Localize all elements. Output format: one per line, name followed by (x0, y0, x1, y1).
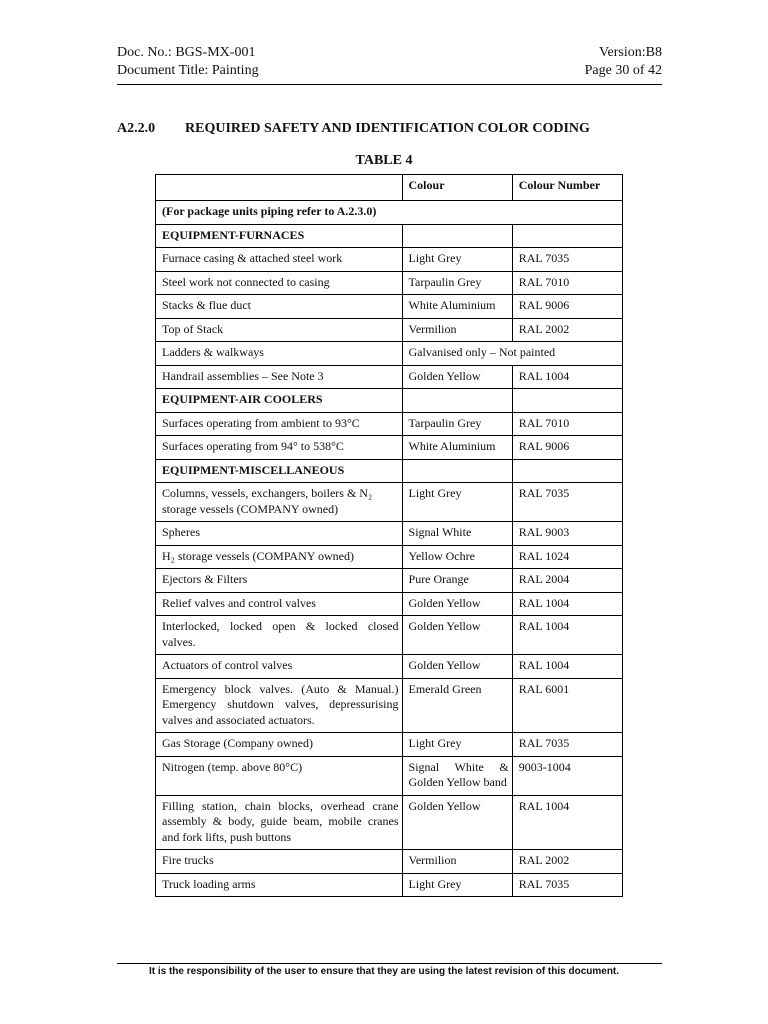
item-cell: Spheres (156, 522, 403, 546)
colour-cell: Golden Yellow (402, 655, 512, 679)
column-header-colour: Colour (402, 175, 512, 201)
item-cell: Columns, vessels, exchangers, boilers & N₂ storage vessels (COMPANY owned) (156, 483, 403, 522)
item-cell: Handrail assemblies – See Note 3 (156, 365, 403, 389)
colour-number-cell: RAL 7035 (512, 873, 622, 897)
table-row (156, 850, 623, 874)
doc-number: Doc. No.: BGS-MX-001 (117, 45, 256, 60)
colour-cell: Golden Yellow (402, 592, 512, 616)
table-row (156, 655, 623, 679)
colour-cell: Vermilion (402, 850, 512, 874)
colour-number-cell: RAL 1004 (512, 655, 622, 679)
colour-cell: Signal White & Golden Yellow band (402, 756, 512, 795)
colour-number-cell: RAL 7035 (512, 733, 622, 757)
item-cell: Furnace casing & attached steel work (156, 248, 403, 272)
table-row (156, 678, 623, 733)
item-cell: Ejectors & Filters (156, 569, 403, 593)
column-header-item (156, 175, 403, 201)
table-row (156, 616, 623, 655)
table-groups (156, 224, 623, 897)
colour-number-cell: RAL 1004 (512, 795, 622, 850)
table-row (156, 248, 623, 272)
table-row (156, 295, 623, 319)
colour-cell: White Aluminium (402, 436, 512, 460)
page-number: Page 30 of 42 (584, 63, 662, 78)
item-cell: Surfaces operating from ambient to 93°C (156, 412, 403, 436)
group-header-row (156, 459, 623, 483)
colour-number-cell: RAL 7035 (512, 483, 622, 522)
colour-number-cell: RAL 1004 (512, 616, 622, 655)
spanning-note-cell: Galvanised only – Not painted (402, 342, 622, 366)
colour-number-cell: RAL 2004 (512, 569, 622, 593)
colour-cell: Light Grey (402, 873, 512, 897)
table-row (156, 271, 623, 295)
colour-cell: Tarpaulin Grey (402, 412, 512, 436)
table-row (156, 756, 623, 795)
column-header-colour-number: Colour Number (512, 175, 622, 201)
table-row (156, 522, 623, 546)
colour-cell: Tarpaulin Grey (402, 271, 512, 295)
table-note-row (156, 201, 623, 225)
section-heading (117, 121, 590, 137)
colour-cell: Emerald Green (402, 678, 512, 733)
item-cell: Steel work not connected to casing (156, 271, 403, 295)
table-row (156, 545, 623, 569)
item-cell: Interlocked, locked open & locked closed valves. (156, 616, 403, 655)
item-cell: Actuators of control valves (156, 655, 403, 679)
color-coding-table (155, 174, 623, 897)
item-cell: Fire trucks (156, 850, 403, 874)
colour-cell: Pure Orange (402, 569, 512, 593)
table-row (156, 412, 623, 436)
package-units-note: (For package units piping refer to A.2.3.0) (156, 201, 623, 225)
table-row (156, 436, 623, 460)
doc-version: Version:B8 (599, 45, 662, 60)
item-cell: Emergency block valves. (Auto & Manual.) Emergency shutdown valves, depressurising valves and associated actuators. (156, 678, 403, 733)
colour-cell: Golden Yellow (402, 365, 512, 389)
table-header-row (156, 175, 623, 201)
colour-number-cell: RAL 9006 (512, 295, 622, 319)
colour-cell: Yellow Ochre (402, 545, 512, 569)
group-header-row (156, 389, 623, 413)
colour-cell: White Aluminium (402, 295, 512, 319)
colour-number-cell: RAL 9006 (512, 436, 622, 460)
empty-cell (402, 459, 512, 483)
item-cell: Truck loading arms (156, 873, 403, 897)
colour-number-cell: RAL 1004 (512, 365, 622, 389)
empty-cell (402, 389, 512, 413)
section-title: REQUIRED SAFETY AND IDENTIFICATION COLOR CODING (185, 121, 590, 136)
empty-cell (402, 224, 512, 248)
colour-number-cell: 9003-1004 (512, 756, 622, 795)
header-left (117, 44, 259, 80)
colour-cell: Signal White (402, 522, 512, 546)
empty-cell (512, 459, 622, 483)
item-cell: Nitrogen (temp. above 80°C) (156, 756, 403, 795)
group-title: EQUIPMENT-AIR COOLERS (156, 389, 403, 413)
table-row (156, 365, 623, 389)
colour-cell: Light Grey (402, 733, 512, 757)
table-row (156, 342, 623, 366)
colour-number-cell: RAL 1024 (512, 545, 622, 569)
table-row (156, 483, 623, 522)
table-caption: TABLE 4 (355, 153, 413, 168)
colour-cell: Golden Yellow (402, 616, 512, 655)
empty-cell (512, 224, 622, 248)
colour-cell: Golden Yellow (402, 795, 512, 850)
colour-cell: Light Grey (402, 248, 512, 272)
table-row (156, 592, 623, 616)
colour-number-cell: RAL 9003 (512, 522, 622, 546)
doc-title: Document Title: Painting (117, 63, 259, 78)
item-cell: Top of Stack (156, 318, 403, 342)
item-cell: Surfaces operating from 94° to 538°C (156, 436, 403, 460)
group-header-row (156, 224, 623, 248)
colour-cell: Light Grey (402, 483, 512, 522)
colour-number-cell: RAL 7010 (512, 271, 622, 295)
colour-number-cell: RAL 2002 (512, 850, 622, 874)
group-title: EQUIPMENT-FURNACES (156, 224, 403, 248)
item-cell: Ladders & walkways (156, 342, 403, 366)
section-number: A2.2.0 (117, 121, 156, 136)
table-row (156, 873, 623, 897)
footer-notice: It is the responsibility of the user to ensure that they are using the latest revision of this document. (148, 966, 620, 977)
table-row (156, 569, 623, 593)
item-cell: Filling station, chain blocks, overhead crane assembly & body, guide beam, mobile cranes and fork lifts, push buttons (156, 795, 403, 850)
item-cell: H₂ storage vessels (COMPANY owned) (156, 545, 403, 569)
table-row (156, 795, 623, 850)
colour-number-cell: RAL 7035 (512, 248, 622, 272)
colour-cell: Vermilion (402, 318, 512, 342)
item-cell: Gas Storage (Company owned) (156, 733, 403, 757)
item-cell: Stacks & flue duct (156, 295, 403, 319)
colour-number-cell: RAL 6001 (512, 678, 622, 733)
empty-cell (512, 389, 622, 413)
header-divider (117, 84, 662, 85)
table-row (156, 318, 623, 342)
colour-number-cell: RAL 2002 (512, 318, 622, 342)
colour-number-cell: RAL 7010 (512, 412, 622, 436)
colour-number-cell: RAL 1004 (512, 592, 622, 616)
item-cell: Relief valves and control valves (156, 592, 403, 616)
header-right (585, 44, 662, 80)
footer-divider (117, 963, 662, 964)
group-title: EQUIPMENT-MISCELLANEOUS (156, 459, 403, 483)
table-row (156, 733, 623, 757)
